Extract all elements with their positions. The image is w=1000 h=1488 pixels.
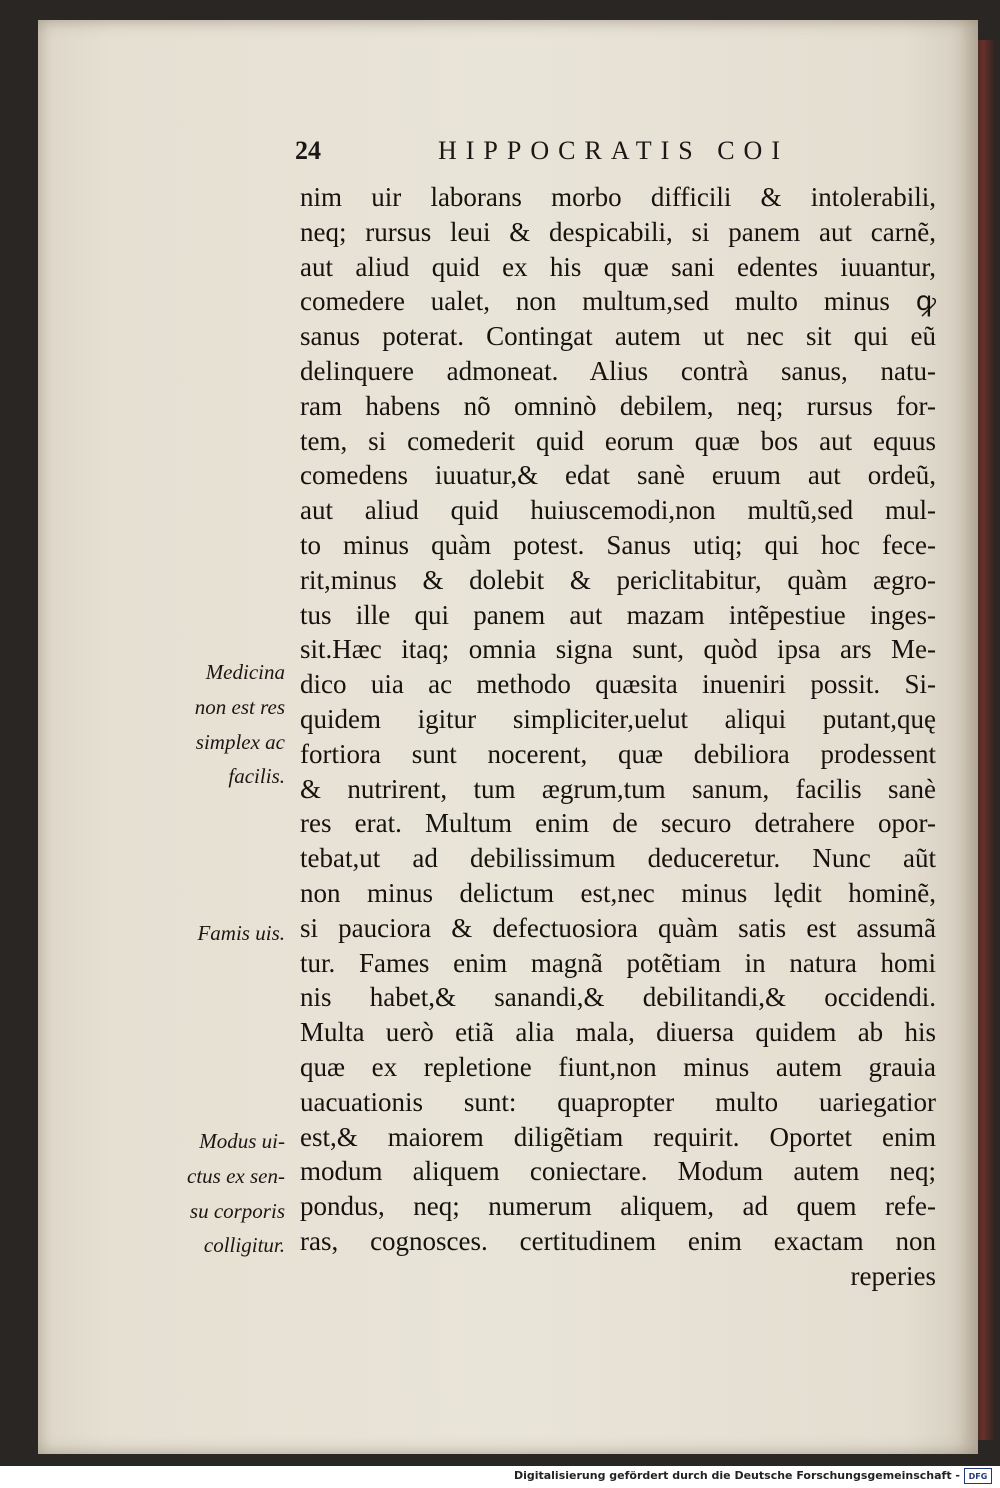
text-line: ram habens nõ omninò debilem, neq; rursus for- [300, 390, 936, 421]
text-line: aut aliud quid ex his quæ sani edentes iuuantur, [300, 251, 936, 282]
text-line: & nutrirent, tum ægrum,tum sanum, facilis sanè [300, 773, 936, 804]
catchword: reperies [850, 1260, 936, 1291]
marginal-note-line: colligitur. [203, 1233, 285, 1258]
marginal-note-medicina [165, 655, 285, 794]
text-line: nim uir laborans morbo difficili & intolerabili, [300, 182, 936, 212]
page-header [295, 136, 935, 176]
page-number: 24 [295, 136, 321, 165]
text-line: delinquere admoneat. Alius contrà sanus, natu- [300, 355, 936, 386]
footer-bar [0, 1466, 1000, 1488]
dfg-logo: DFG [964, 1468, 992, 1484]
marginal-note-line: facilis. [228, 764, 285, 789]
body-text [300, 180, 936, 1294]
text-line: ras, cognosces. certitudinem enim exactam non [300, 1225, 936, 1256]
text-line: est,& maiorem diligẽtiam requirit. Oportet enim [300, 1121, 936, 1152]
text-line: quidem igitur simpliciter,uelut aliqui putant,quę [300, 703, 936, 734]
text-line: quæ ex repletione fiunt,non minus autem grauia [300, 1051, 936, 1082]
text-line: comedens iuuatur,& edat sanè eruum aut ordeũ, [300, 460, 936, 491]
marginal-note-line: non est res [194, 694, 285, 719]
funding-credit: Digitalisierung gefördert durch die Deutsche Forschungsgemeinschaft - [513, 1469, 960, 1482]
marginal-note-line: su corporis [189, 1198, 285, 1223]
text-line: si pauciora & defectuosiora quàm satis est assumã [300, 912, 936, 943]
text-line: tebat,ut ad debilissimum deduceretur. Nunc aũt [300, 843, 936, 874]
text-line: aut aliud quid huiuscemodi,non multũ,sed mul- [300, 495, 936, 526]
text-line: pondus, neq; numerum aliquem, ad quem refe- [300, 1191, 936, 1222]
text-line: sanus poterat. Contingat autem ut nec sit qui eũ [300, 321, 936, 352]
book-edge [975, 40, 995, 1440]
text-line: rit,minus & dolebit & periclitabitur, quàm ægro- [300, 564, 936, 595]
running-head: HIPPOCRATIS COI [438, 136, 789, 165]
marginal-note-line: ctus ex sen- [187, 1163, 285, 1188]
text-line: Multa uerò etiã alia mala, diuersa quidem ab his [300, 1017, 936, 1048]
text-line: dico uia ac methodo quæsita inueniri possit. Si- [300, 669, 936, 700]
marginal-note-modus [165, 1124, 285, 1263]
text-line: sit.Hæc itaq; omnia signa sunt, quòd ipsa ars Me- [300, 634, 936, 665]
marginal-note-famis [165, 916, 285, 951]
marginal-note-line: simplex ac [195, 729, 285, 754]
marginal-note-line: Medicina [205, 660, 285, 684]
text-line: tur. Fames enim magnã potẽtiam in natura homi [300, 947, 936, 978]
text-line: to minus quàm potest. Sanus utiq; qui hoc fece- [300, 529, 936, 560]
text-line: uacuationis sunt: quapropter multo uariegatior [300, 1086, 936, 1117]
text-line: tem, si comederit quid eorum quæ bos aut equus [300, 425, 936, 456]
text-line: modum aliquem coniectare. Modum autem neq; [300, 1156, 936, 1187]
text-line: res erat. Multum enim de securo detrahere opor- [300, 808, 936, 839]
marginal-note-line: Famis uis. [197, 921, 285, 945]
text-line: nis habet,& sanandi,& debilitandi,& occidendi. [300, 982, 936, 1013]
text-line: fortiora sunt nocerent, quæ debiliora prodessent [300, 738, 936, 769]
text-line: tus ille qui panem aut mazam intẽpestiue inges- [300, 599, 936, 630]
marginal-note-line: Modus ui- [199, 1129, 285, 1153]
text-line: non minus delictum est,nec minus lędit hominẽ, [300, 877, 936, 908]
text-line: comedere ualet, non multum,sed multo minus ꝙ [300, 286, 936, 317]
text-line: neq; rursus leui & despicabili, si panem aut carnẽ, [300, 216, 936, 247]
